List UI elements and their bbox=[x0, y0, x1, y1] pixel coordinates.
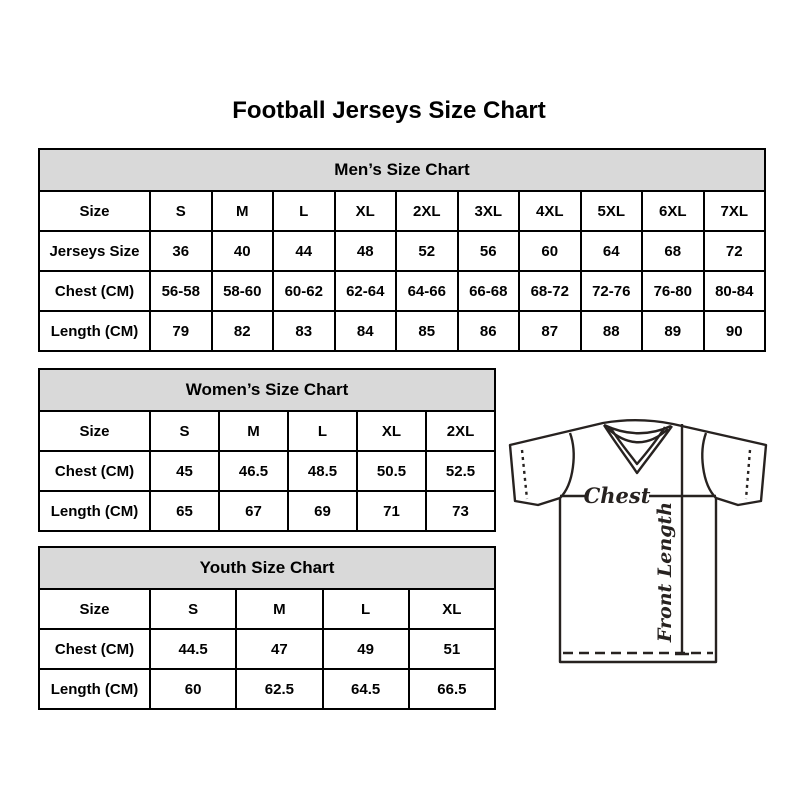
cell: 68 bbox=[642, 231, 704, 271]
cell: 44.5 bbox=[150, 629, 236, 669]
youth-table-title: Youth Size Chart bbox=[39, 547, 495, 589]
jersey-measurement-diagram bbox=[504, 412, 769, 670]
cell: M bbox=[212, 191, 274, 231]
cell: 67 bbox=[219, 491, 288, 531]
cell: 83 bbox=[273, 311, 335, 351]
cell: 4XL bbox=[519, 191, 581, 231]
cell: 52 bbox=[396, 231, 458, 271]
cell: M bbox=[236, 589, 322, 629]
womens-size-table bbox=[38, 368, 496, 532]
cell: 2XL bbox=[396, 191, 458, 231]
cell: 69 bbox=[288, 491, 357, 531]
cell: S bbox=[150, 191, 212, 231]
cell: 80-84 bbox=[704, 271, 766, 311]
cell: 89 bbox=[642, 311, 704, 351]
cell: 51 bbox=[409, 629, 495, 669]
cell: L bbox=[288, 411, 357, 451]
table-row bbox=[39, 271, 765, 311]
row-label: Chest (CM) bbox=[39, 451, 150, 491]
table-row bbox=[39, 451, 495, 491]
cell: 5XL bbox=[581, 191, 643, 231]
row-label: Length (CM) bbox=[39, 669, 150, 709]
cell: M bbox=[219, 411, 288, 451]
cell: XL bbox=[357, 411, 426, 451]
table-row bbox=[39, 589, 495, 629]
front-length-label: Front Length bbox=[654, 501, 676, 643]
cell: 2XL bbox=[426, 411, 495, 451]
cell: 36 bbox=[150, 231, 212, 271]
cell: 84 bbox=[335, 311, 397, 351]
row-label: Size bbox=[39, 589, 150, 629]
cell: 79 bbox=[150, 311, 212, 351]
cell: 60 bbox=[519, 231, 581, 271]
row-label: Length (CM) bbox=[39, 491, 150, 531]
cell: 40 bbox=[212, 231, 274, 271]
cell: 50.5 bbox=[357, 451, 426, 491]
cell: 52.5 bbox=[426, 451, 495, 491]
page-title: Football Jerseys Size Chart bbox=[232, 97, 546, 124]
cell: 87 bbox=[519, 311, 581, 351]
cell: 82 bbox=[212, 311, 274, 351]
cell: 60-62 bbox=[273, 271, 335, 311]
mens-size-table bbox=[38, 148, 766, 352]
row-label: Chest (CM) bbox=[39, 271, 150, 311]
cell: XL bbox=[409, 589, 495, 629]
cell: XL bbox=[335, 191, 397, 231]
cell: 90 bbox=[704, 311, 766, 351]
cell: 58-60 bbox=[212, 271, 274, 311]
cell: S bbox=[150, 411, 219, 451]
row-label: Length (CM) bbox=[39, 311, 150, 351]
row-label: Chest (CM) bbox=[39, 629, 150, 669]
womens-table-title: Women’s Size Chart bbox=[39, 369, 495, 411]
cell: 48 bbox=[335, 231, 397, 271]
cell: 56 bbox=[458, 231, 520, 271]
cell: 49 bbox=[323, 629, 409, 669]
chest-label: Chest bbox=[583, 483, 651, 508]
cell: 72 bbox=[704, 231, 766, 271]
cell: 66-68 bbox=[458, 271, 520, 311]
cell: 62.5 bbox=[236, 669, 322, 709]
mens-table-title: Men’s Size Chart bbox=[39, 149, 765, 191]
cell: 65 bbox=[150, 491, 219, 531]
cell: 48.5 bbox=[288, 451, 357, 491]
cell: 73 bbox=[426, 491, 495, 531]
cell: 7XL bbox=[704, 191, 766, 231]
cell: 66.5 bbox=[409, 669, 495, 709]
youth-size-table bbox=[38, 546, 496, 710]
table-row bbox=[39, 669, 495, 709]
cell: S bbox=[150, 589, 236, 629]
cell: 85 bbox=[396, 311, 458, 351]
cell: 60 bbox=[150, 669, 236, 709]
table-row bbox=[39, 191, 765, 231]
row-label: Size bbox=[39, 411, 150, 451]
table-row bbox=[39, 311, 765, 351]
cell: 56-58 bbox=[150, 271, 212, 311]
cell: 76-80 bbox=[642, 271, 704, 311]
row-label: Jerseys Size bbox=[39, 231, 150, 271]
cell: L bbox=[273, 191, 335, 231]
cell: 46.5 bbox=[219, 451, 288, 491]
table-row bbox=[39, 491, 495, 531]
cell: 71 bbox=[357, 491, 426, 531]
cell: 45 bbox=[150, 451, 219, 491]
table-row bbox=[39, 231, 765, 271]
cell: 44 bbox=[273, 231, 335, 271]
cell: 47 bbox=[236, 629, 322, 669]
cell: L bbox=[323, 589, 409, 629]
cell: 3XL bbox=[458, 191, 520, 231]
table-row bbox=[39, 411, 495, 451]
cell: 6XL bbox=[642, 191, 704, 231]
cell: 62-64 bbox=[335, 271, 397, 311]
cell: 86 bbox=[458, 311, 520, 351]
table-row bbox=[39, 629, 495, 669]
cell: 72-76 bbox=[581, 271, 643, 311]
cell: 68-72 bbox=[519, 271, 581, 311]
jersey-outline bbox=[510, 420, 766, 662]
row-label: Size bbox=[39, 191, 150, 231]
cell: 64-66 bbox=[396, 271, 458, 311]
cell: 64 bbox=[581, 231, 643, 271]
cell: 64.5 bbox=[323, 669, 409, 709]
cell: 88 bbox=[581, 311, 643, 351]
